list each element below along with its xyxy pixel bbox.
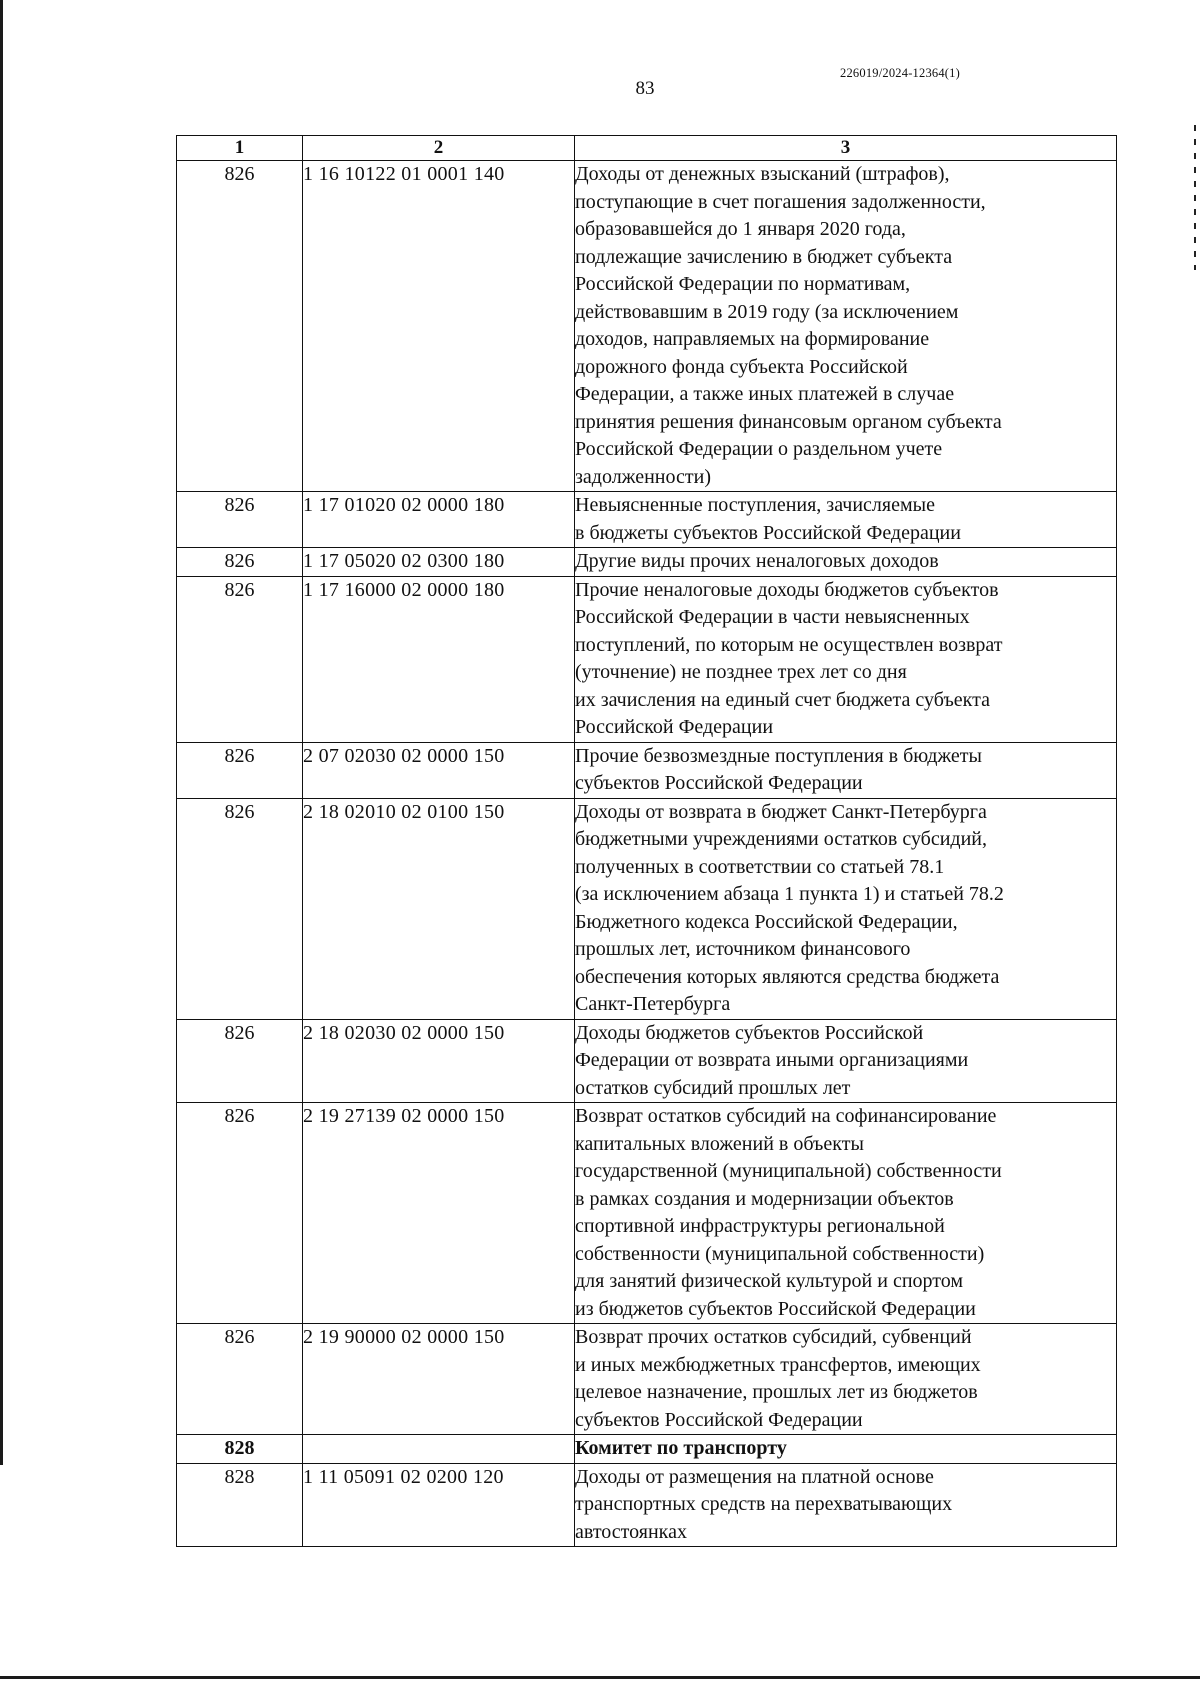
description-line: поступлений, по которым не осуществлен возврат: [575, 633, 1003, 656]
description-line: задолженности): [575, 465, 711, 488]
description-line: Доходы бюджетов субъектов Российской: [575, 1021, 924, 1044]
document-number: 226019/2024-12364(1): [840, 66, 960, 80]
description-line: Доходы от денежных взысканий (штрафов),: [575, 163, 950, 185]
table-row: [177, 742, 1117, 798]
description-line: бюджетными учреждениями остатков субсидий,: [575, 828, 988, 850]
description-line: спортивной инфраструктуры региональной: [575, 1215, 945, 1237]
description-line: Прочие безвозмездные поступления в бюджеты: [575, 744, 982, 767]
description-line: в бюджеты субъектов Российской Федерации: [575, 521, 961, 544]
scan-edge-left: [0, 0, 3, 1465]
description-line: Российской Федерации о раздельном учете: [575, 438, 943, 460]
agency-code-cell: 826: [177, 1019, 303, 1103]
scan-edge-bottom: [0, 1676, 1200, 1679]
revenue-code-cell: 2 18 02030 02 0000 150: [303, 1019, 575, 1103]
agency-code-cell: 826: [177, 576, 303, 742]
description-line: Комитет по транспорту: [575, 1437, 787, 1459]
table-row: [177, 1324, 1117, 1435]
agency-code-cell: 826: [177, 1103, 303, 1324]
description-line: (за исключением абзаца 1 пункта 1) и статьей 78.2: [575, 883, 1004, 905]
description-line: Возврат прочих остатков субсидий, субвенций: [575, 1326, 972, 1348]
column-header-1: 1: [177, 136, 303, 161]
description-line: и иных межбюджетных трансфертов, имеющих: [575, 1353, 981, 1376]
description-line: обеспечения которых являются средства бюджета: [575, 965, 1000, 988]
agency-code-cell: 826: [177, 798, 303, 1019]
description-cell: [575, 742, 1117, 798]
table-row: [177, 1019, 1117, 1103]
description-cell: [575, 1435, 1117, 1464]
description-line: (уточнение) не позднее трех лет со дня: [575, 661, 907, 683]
table-row: [177, 798, 1117, 1019]
table-row: [177, 1103, 1117, 1324]
description-line: автостоянках: [575, 1520, 687, 1543]
agency-code-cell: 828: [177, 1435, 303, 1464]
description-cell: [575, 1103, 1117, 1324]
description-line: Санкт-Петербурга: [575, 993, 731, 1015]
description-line: Другие виды прочих неналоговых доходов: [575, 550, 939, 572]
description-line: Российской Федерации: [575, 716, 774, 738]
description-line: прошлых лет, источником финансового: [575, 938, 911, 960]
description-line: Возврат остатков субсидий на софинансирование: [575, 1105, 997, 1127]
description-line: Российской Федерации в части невыясненных: [575, 606, 970, 628]
description-line: полученных в соответствии со статьей 78.1: [575, 855, 945, 878]
revenue-code-cell: 2 19 27139 02 0000 150: [303, 1103, 575, 1324]
description-cell: [575, 548, 1117, 577]
description-cell: [575, 1019, 1117, 1103]
table-row: [177, 576, 1117, 742]
revenue-code-cell: 2 07 02030 02 0000 150: [303, 742, 575, 798]
scan-marks-right: [1194, 125, 1196, 270]
description-line: Федерации, а также иных платежей в случае: [575, 383, 955, 405]
agency-code-cell: 826: [177, 161, 303, 492]
column-header-3: 3: [575, 136, 1117, 161]
description-cell: [575, 492, 1117, 548]
revenue-code-cell: [303, 1435, 575, 1464]
description-line: остатков субсидий прошлых лет: [575, 1076, 851, 1099]
table-row: [177, 548, 1117, 577]
description-line: поступающие в счет погашения задолженности,: [575, 190, 986, 213]
description-line: Прочие неналоговые доходы бюджетов субъектов: [575, 578, 999, 601]
revenue-code-cell: 2 19 90000 02 0000 150: [303, 1324, 575, 1435]
table-row: [177, 161, 1117, 492]
table-row: [177, 492, 1117, 548]
revenue-code-cell: 2 18 02010 02 0100 150: [303, 798, 575, 1019]
description-line: дорожного фонда субъекта Российской: [575, 355, 908, 378]
description-line: образовавшейся до 1 января 2020 года,: [575, 218, 906, 240]
description-line: транспортных средств на перехватывающих: [575, 1493, 953, 1515]
revenue-code-cell: 1 17 05020 02 0300 180: [303, 548, 575, 577]
description-cell: [575, 1324, 1117, 1435]
description-line: их зачисления на единый счет бюджета субъекта: [575, 688, 990, 711]
description-line: субъектов Российской Федерации: [575, 1408, 863, 1431]
agency-code-cell: 826: [177, 492, 303, 548]
description-line: подлежащие зачислению в бюджет субъекта: [575, 245, 953, 268]
description-line: для занятий физической культурой и спортом: [575, 1270, 964, 1292]
revenue-code-cell: 1 11 05091 02 0200 120: [303, 1463, 575, 1547]
description-cell: [575, 576, 1117, 742]
revenue-code-cell: 1 17 16000 02 0000 180: [303, 576, 575, 742]
revenue-codes-table: [176, 135, 1117, 1547]
description-line: Российской Федерации по нормативам,: [575, 273, 911, 295]
description-line: из бюджетов субъектов Российской Федерации: [575, 1297, 976, 1320]
agency-code-cell: 826: [177, 548, 303, 577]
table-section-row: [177, 1435, 1117, 1464]
table-row: [177, 1463, 1117, 1547]
description-line: принятия решения финансовым органом субъекта: [575, 410, 1002, 433]
description-line: целевое назначение, прошлых лет из бюджетов: [575, 1381, 978, 1403]
table-header-row: [177, 136, 1117, 161]
column-header-2: 2: [303, 136, 575, 161]
description-line: в рамках создания и модернизации объектов: [575, 1187, 954, 1210]
revenue-code-cell: 1 16 10122 01 0001 140: [303, 161, 575, 492]
description-line: Доходы от возврата в бюджет Санкт-Петербурга: [575, 800, 987, 823]
description-line: Федерации от возврата иными организациями: [575, 1049, 969, 1071]
description-line: Доходы от размещения на платной основе: [575, 1465, 934, 1488]
table-body: [177, 161, 1117, 1547]
description-line: действовавшим в 2019 году (за исключением: [575, 300, 959, 323]
description-cell: [575, 1463, 1117, 1547]
revenue-code-cell: 1 17 01020 02 0000 180: [303, 492, 575, 548]
page-number: 83: [635, 78, 655, 99]
agency-code-cell: 826: [177, 1324, 303, 1435]
description-line: субъектов Российской Федерации: [575, 772, 863, 794]
agency-code-cell: 826: [177, 742, 303, 798]
description-line: государственной (муниципальной) собственности: [575, 1160, 1002, 1182]
description-cell: [575, 161, 1117, 492]
description-line: доходов, направляемых на формирование: [575, 328, 930, 350]
description-line: собственности (муниципальной собственности): [575, 1242, 985, 1265]
description-line: капитальных вложений в объекты: [575, 1132, 864, 1155]
agency-code-cell: 828: [177, 1463, 303, 1547]
description-line: Бюджетного кодекса Российской Федерации,: [575, 910, 958, 933]
description-line: Невыясненные поступления, зачисляемые: [575, 494, 935, 516]
description-cell: [575, 798, 1117, 1019]
